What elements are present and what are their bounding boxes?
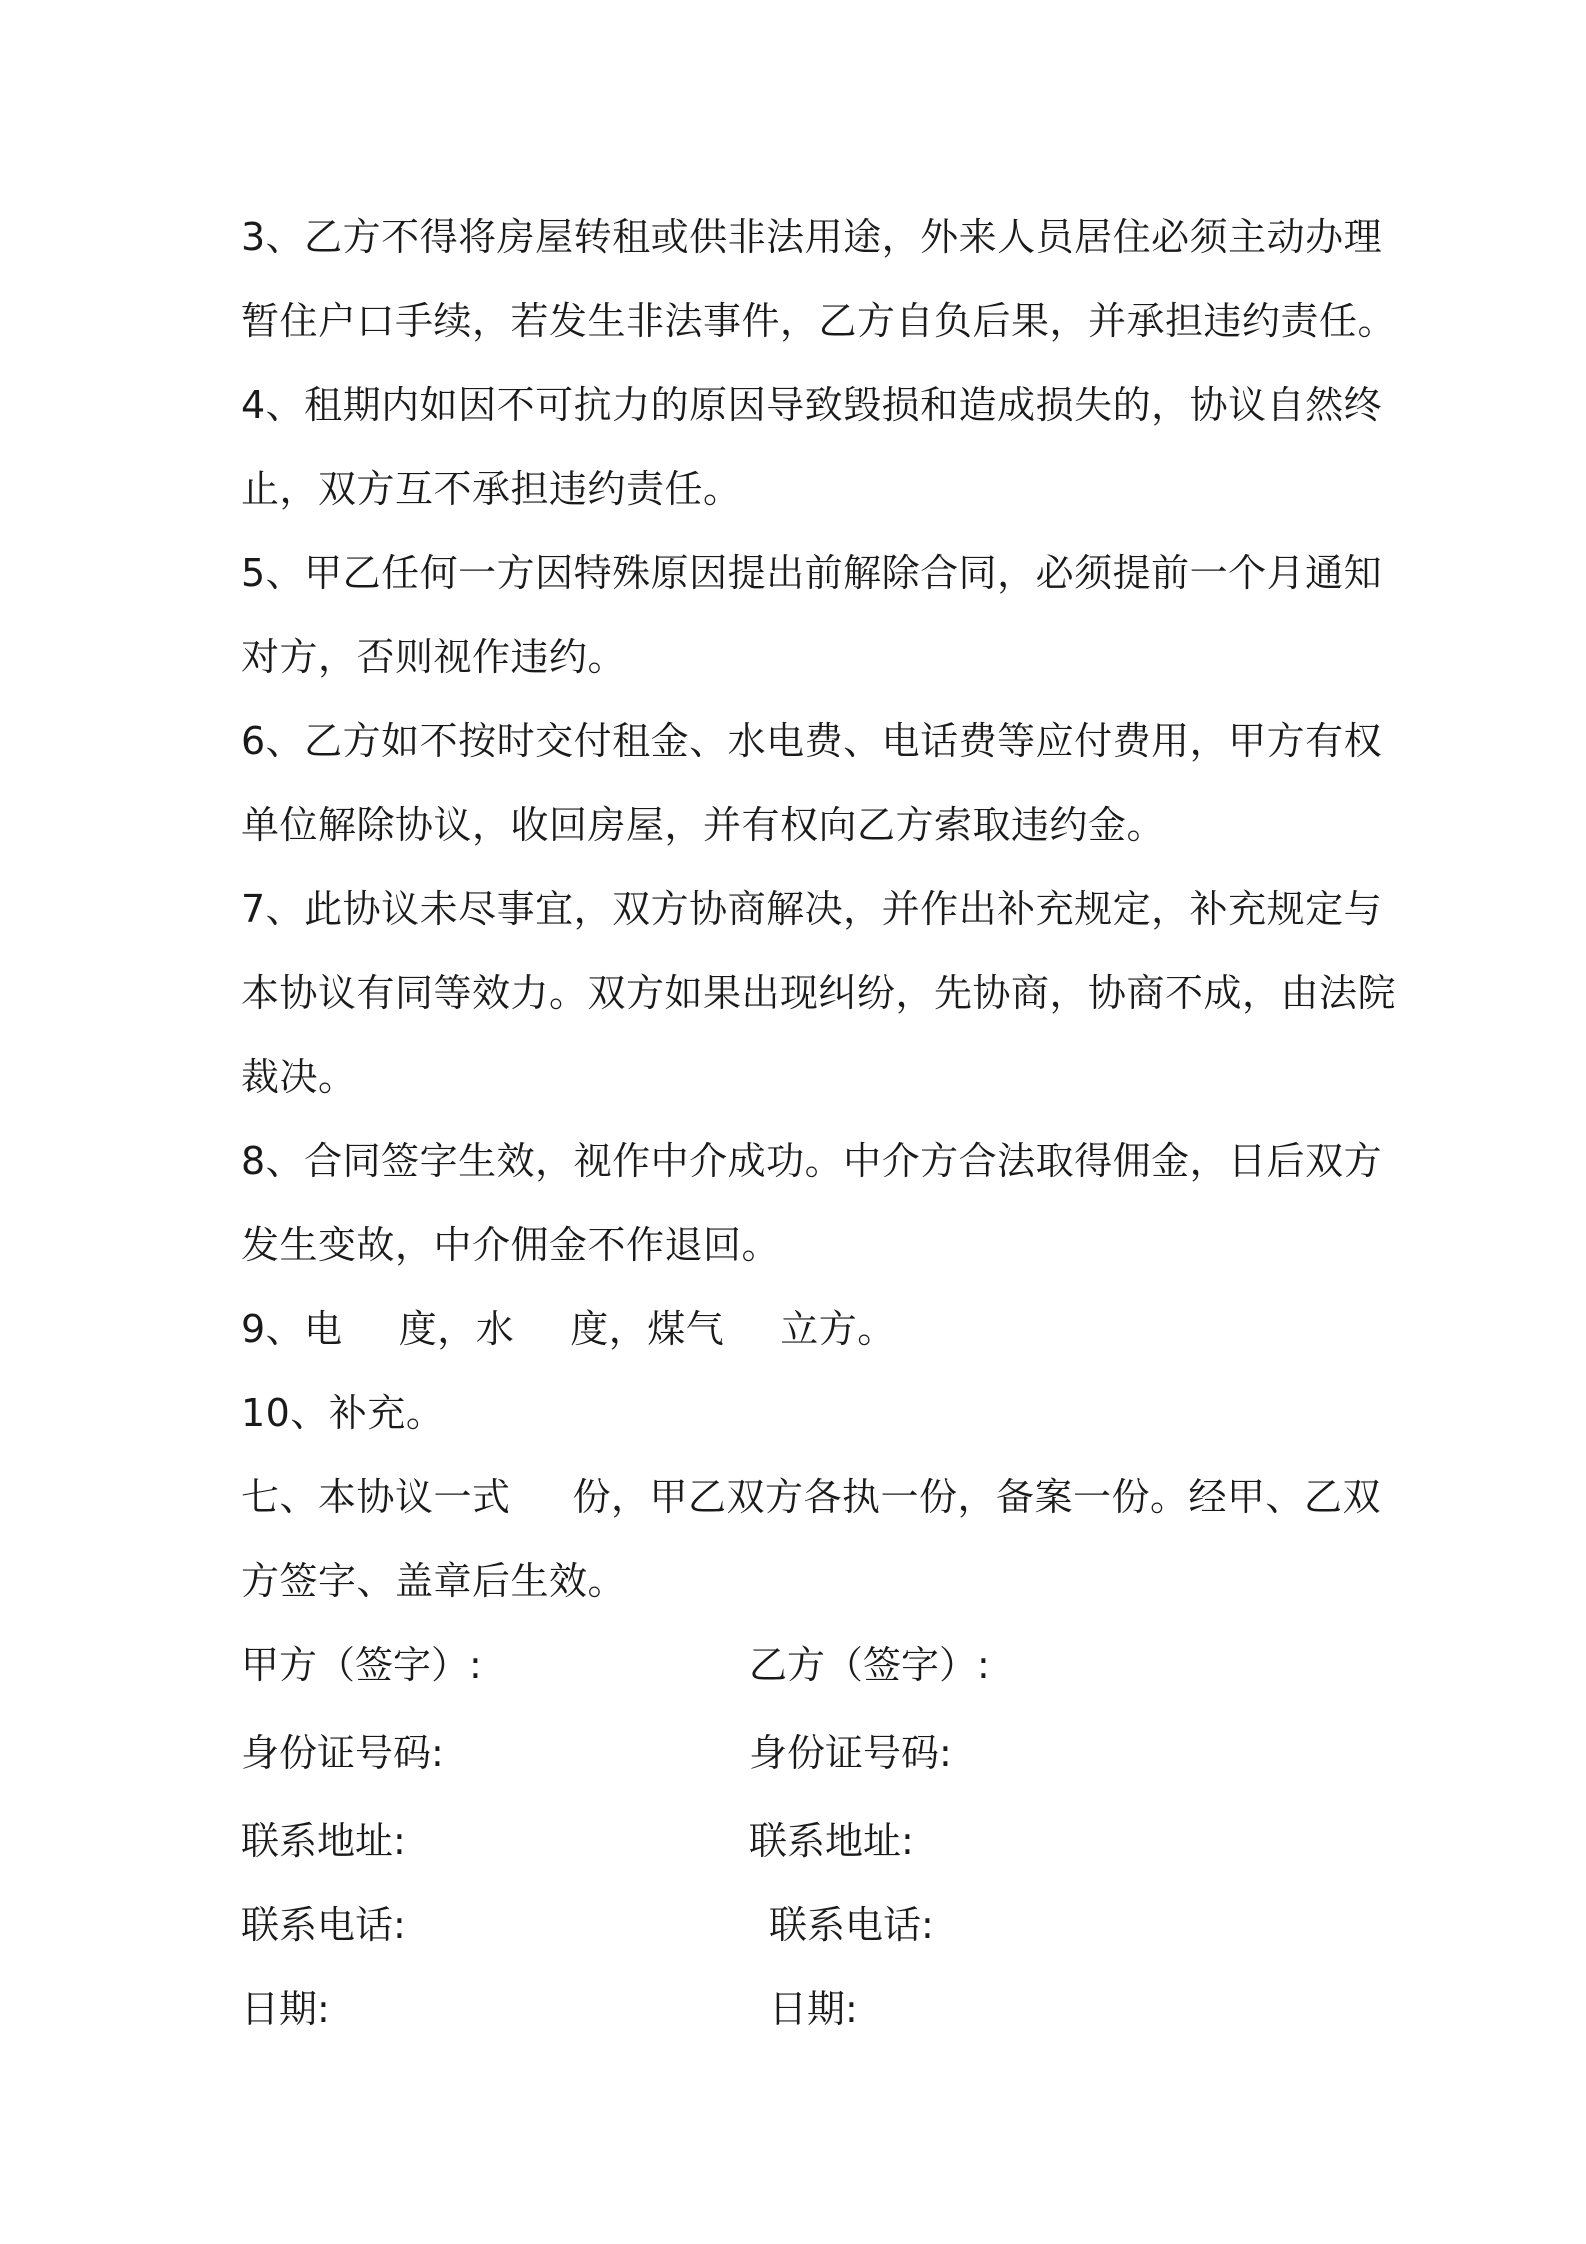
- clause-seven-part-2: 份，甲乙双方各执一份，备案一份。经甲、乙双: [572, 1475, 1382, 1519]
- id-row: [241, 1707, 1361, 1799]
- clause-9-unit: 立方。: [780, 1307, 896, 1351]
- clause-9-gas: 度，煤气: [570, 1307, 725, 1351]
- party-b-id-label: 身份证号码:: [749, 1731, 952, 1775]
- clause-9-water: 度，水: [398, 1307, 515, 1351]
- clause-4-line-2: 止，双方互不承担违约责任。: [241, 467, 742, 511]
- party-a-sign-label: 甲方（签字）:: [241, 1643, 482, 1687]
- clause-8-line-1: 8、合同签字生效，视作中介成功。中介方合法取得佣金，日后双方: [241, 1139, 1383, 1183]
- clause-7-line-3: 裁决。: [241, 1055, 357, 1099]
- address-row: [241, 1799, 1361, 1883]
- clause-9: [241, 1287, 1361, 1371]
- party-a-date-label: 日期:: [241, 1987, 330, 2031]
- clause-3-line-2: 暂住户口手续，若发生非法事件，乙方自负后果，并承担违约责任。: [241, 299, 1397, 343]
- party-a-id-label: 身份证号码:: [241, 1731, 444, 1775]
- clause-6-line-2: 单位解除协议，收回房屋，并有权向乙方索取违约金。: [241, 803, 1166, 847]
- date-row: [241, 1967, 1361, 2051]
- clause-5-line-1: 5、甲乙任何一方因特殊原因提出前解除合同，必须提前一个月通知: [241, 551, 1383, 595]
- clause-seven-part-1: 七、本协议一式: [241, 1475, 511, 1519]
- clause-seven-line-1: [241, 1455, 1382, 1539]
- party-b-sign-label: 乙方（签字）:: [749, 1643, 990, 1687]
- party-b-date-label: 日期:: [769, 1987, 858, 2031]
- clause-7-line-2: 本协议有同等效力。双方如果出现纠纷，先协商，协商不成，由法院: [241, 971, 1397, 1015]
- clause-9-electric: 9、电: [241, 1307, 343, 1351]
- clause-8-line-2: 发生变故，中介佣金不作退回。: [241, 1223, 781, 1267]
- party-b-address-label: 联系地址:: [749, 1819, 914, 1863]
- signature-row: [241, 1623, 1361, 1707]
- clause-10: 10、补充。: [241, 1391, 445, 1435]
- clause-6-line-1: 6、乙方如不按时交付租金、水电费、电话费等应付费用，甲方有权: [241, 719, 1383, 763]
- clause-seven-line-2: 方签字、盖章后生效。: [241, 1559, 627, 1603]
- party-b-phone-label: 联系电话:: [769, 1903, 934, 1947]
- phone-row: [241, 1883, 1361, 1967]
- party-a-phone-label: 联系电话:: [241, 1903, 406, 1947]
- clause-5-line-2: 对方，否则视作违约。: [241, 635, 627, 679]
- contract-page: [241, 195, 1397, 2051]
- clause-7-line-1: 7、此协议未尽事宜，双方协商解决，并作出补充规定，补充规定与: [241, 887, 1383, 931]
- clause-4-line-1: 4、租期内如因不可抗力的原因导致毁损和造成损失的，协议自然终: [241, 383, 1383, 427]
- party-a-address-label: 联系地址:: [241, 1819, 406, 1863]
- clause-3-line-1: 3、乙方不得将房屋转租或供非法用途，外来人员居住必须主动办理: [241, 215, 1383, 259]
